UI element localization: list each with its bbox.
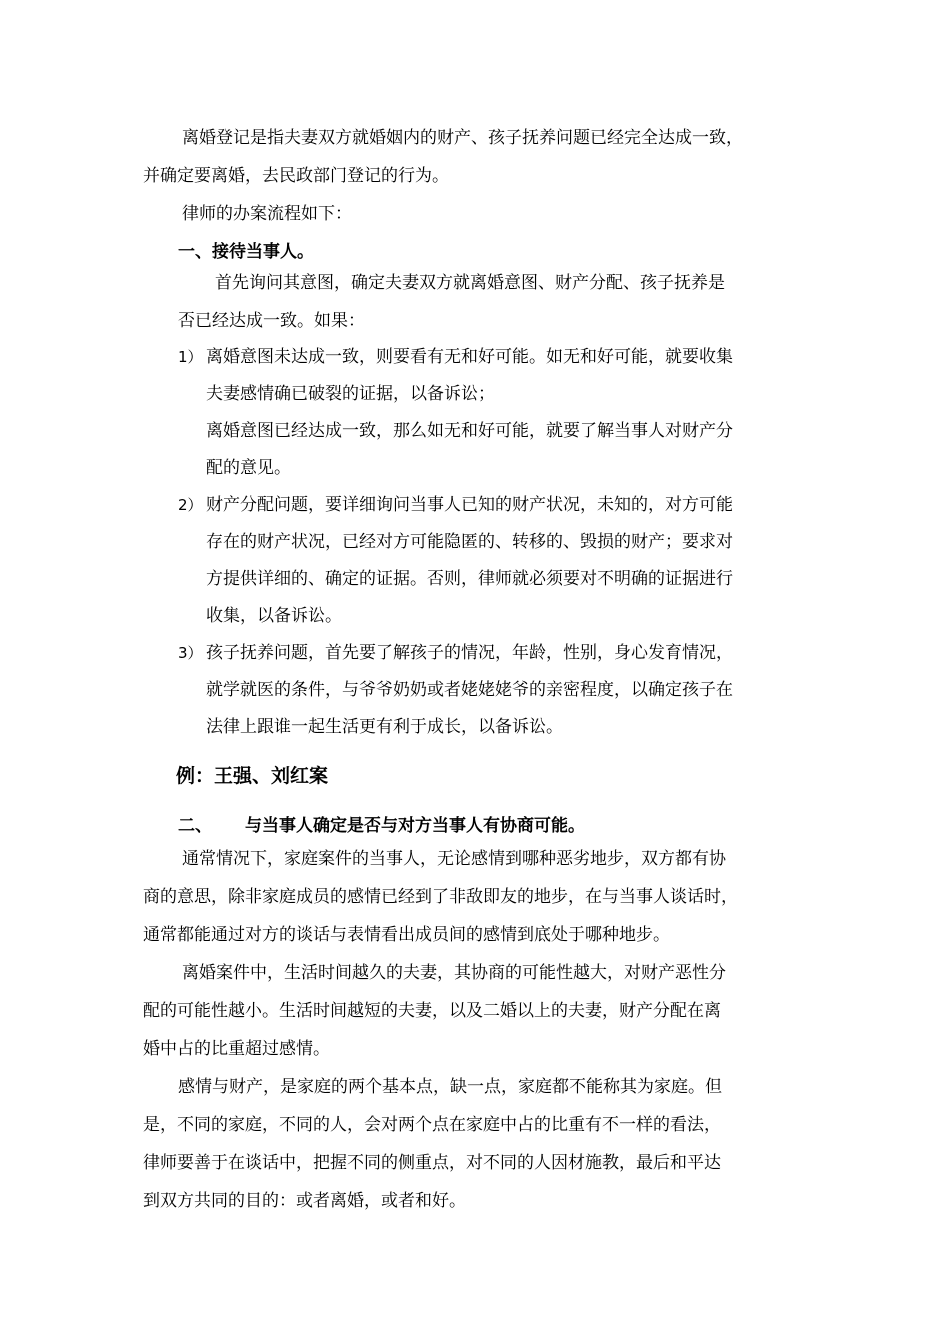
paragraph-line: 通常情况下，家庭案件的当事人，无论感情到哪种恶劣地步，双方都有协 [182,849,726,869]
paragraph-line: 通常都能通过对方的谈话与表情看出成员间的感情到底处于哪种地步。 [143,925,670,945]
list-item-line: 收集，以备诉讼。 [206,606,342,626]
list-item-line: 孩子抚养问题，首先要了解孩子的情况，年龄，性别，身心发育情况， [206,643,733,663]
section-1-para-line-2: 否已经达成一致。如果： [178,311,365,331]
intro-line-1: 离婚登记是指夫妻双方就婚姻内的财产、孩子抚养问题已经完全达成一致， [182,128,743,148]
paragraph-line: 商的意思，除非家庭成员的感情已经到了非敌即友的地步，在与当事人谈话时， [143,887,738,907]
paragraph-line: 离婚案件中，生活时间越久的夫妻，其协商的可能性越大，对财产恶性分 [182,963,726,983]
list-item-line: 配的意见。 [206,458,291,478]
paragraph-line: 到双方共同的目的：或者离婚，或者和好。 [143,1191,466,1211]
list-item-line: 夫妻感情确已破裂的证据，以备诉讼； [206,384,495,404]
intro-line-3: 律师的办案流程如下： [182,204,352,224]
paragraph-line: 婚中占的比重超过感情。 [143,1039,330,1059]
example-heading: 例：王强、刘红案 [176,765,329,787]
list-item-line: 财产分配问题，要详细询问当事人已知的财产状况，未知的，对方可能 [206,495,733,515]
paragraph-line: 律师要善于在谈话中，把握不同的侧重点，对不同的人因材施教，最后和平达 [143,1153,721,1173]
section-2-heading: 与当事人确定是否与对方当事人有协商可能。 [245,816,585,836]
paragraph-line: 是，不同的家庭，不同的人，会对两个点在家庭中占的比重有不一样的看法， [143,1115,721,1135]
list-item-line: 法律上跟谁一起生活更有利于成长，以备诉讼。 [206,717,563,737]
paragraph-line: 配的可能性越小。生活时间越短的夫妻，以及二婚以上的夫妻，财产分配在离 [143,1001,721,1021]
section-1-heading: 一、接待当事人。 [178,242,314,262]
intro-line-2: 并确定要离婚，去民政部门登记的行为。 [143,166,449,186]
list-item-line: 存在的财产状况，已经对方可能隐匿的、转移的、毁损的财产；要求对 [206,532,733,552]
section-1-para-line-1: 首先询问其意图，确定夫妻双方就离婚意图、财产分配、孩子抚养是 [215,273,725,293]
list-item-line: 就学就医的条件，与爷爷奶奶或者姥姥姥爷的亲密程度，以确定孩子在 [206,680,733,700]
list-item-number: 3） [178,644,203,662]
paragraph-line: 感情与财产，是家庭的两个基本点，缺一点，家庭都不能称其为家庭。但 [178,1077,722,1097]
list-item-line: 离婚意图未达成一致，则要看有无和好可能。如无和好可能，就要收集 [206,347,733,367]
list-item-number: 1） [178,348,203,366]
list-item-number: 2） [178,496,203,514]
section-2-number: 二、 [178,816,212,836]
list-item-line: 离婚意图已经达成一致，那么如无和好可能，就要了解当事人对财产分 [206,421,733,441]
list-item-line: 方提供详细的、确定的证据。否则，律师就必须要对不明确的证据进行 [206,569,733,589]
